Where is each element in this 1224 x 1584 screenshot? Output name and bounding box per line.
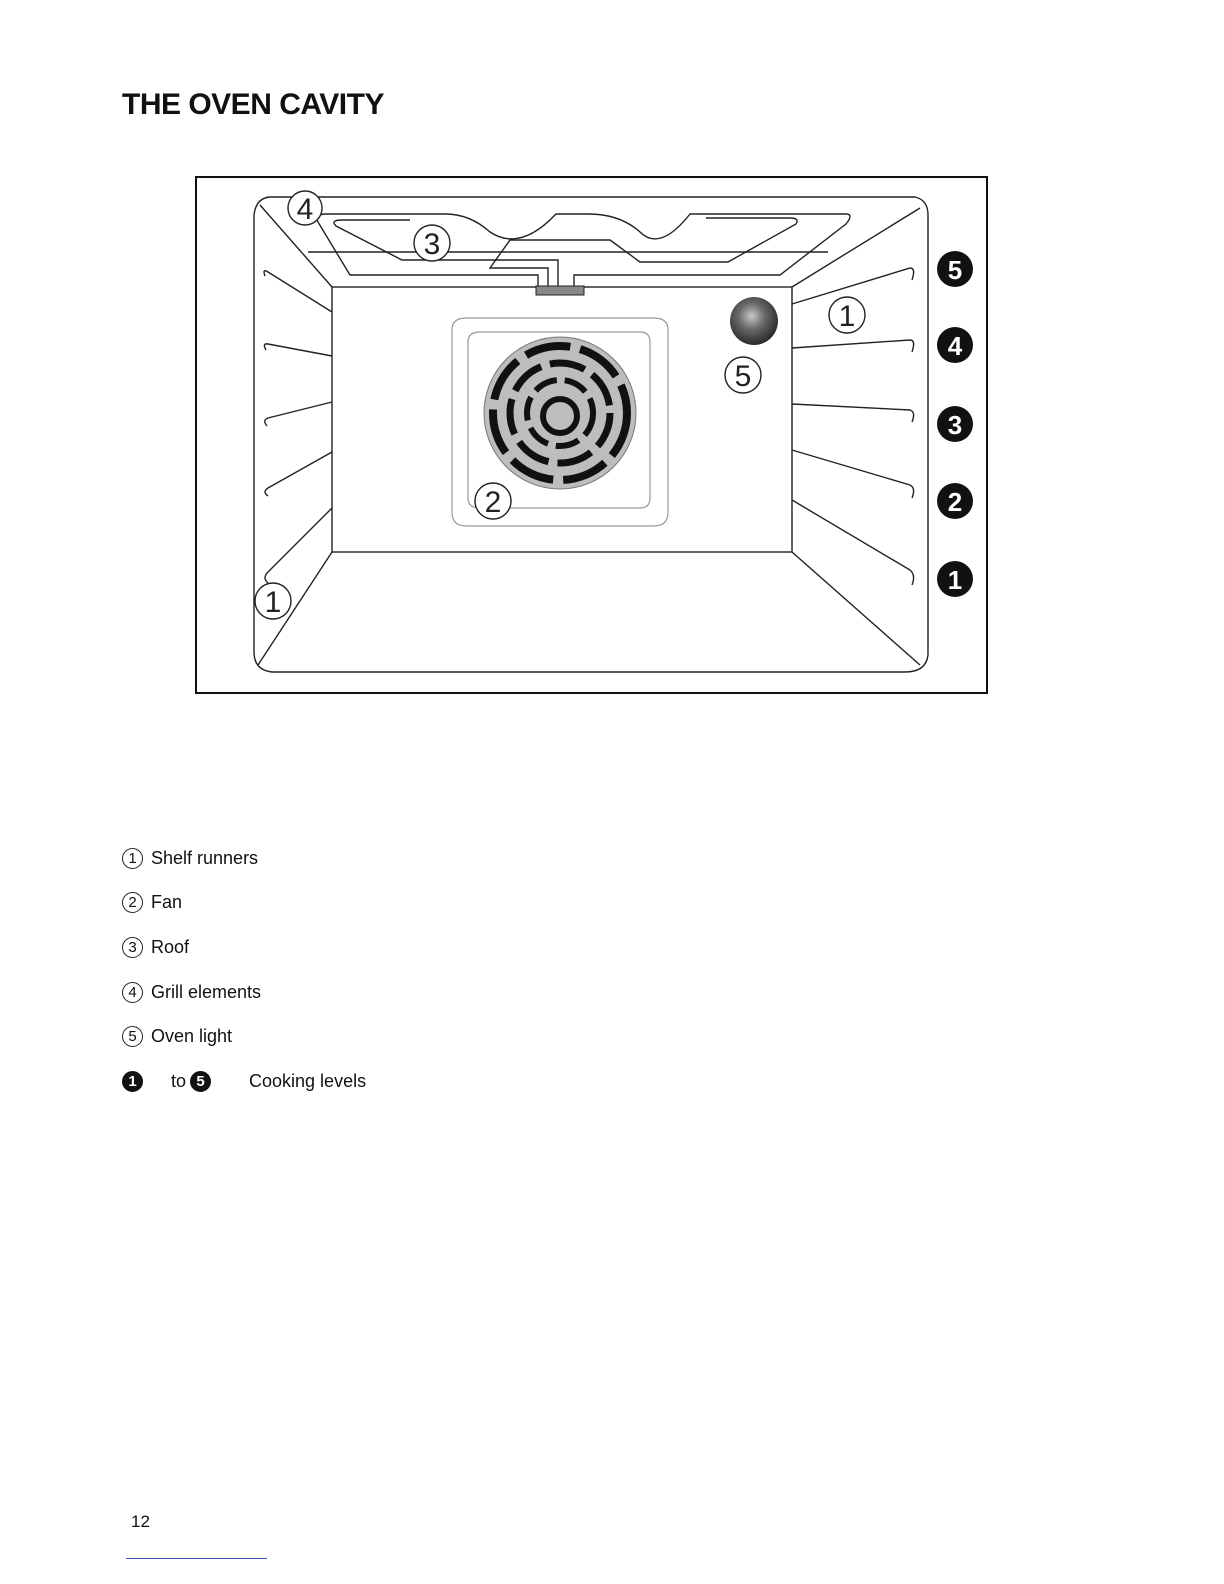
cooking-level-3: [937, 406, 973, 442]
cooking-level-4: [937, 327, 973, 363]
to-word: to: [171, 1070, 187, 1091]
svg-text:3: 3: [947, 410, 963, 440]
legend-number: 2: [122, 892, 143, 913]
svg-text:1: 1: [838, 300, 856, 333]
level-from-number: 1: [122, 1071, 143, 1092]
svg-text:2: 2: [484, 486, 502, 519]
legend: [122, 836, 366, 1104]
legend-number: 3: [122, 937, 143, 958]
page-title: THE OVEN CAVITY: [122, 88, 384, 121]
svg-text:5: 5: [947, 255, 963, 285]
svg-text:2: 2: [947, 487, 963, 517]
legend-number: 1: [122, 848, 143, 869]
page-number: 12: [131, 1512, 150, 1531]
cooking-level-5: [937, 251, 973, 287]
callout-shelf-runners-right: [829, 297, 865, 333]
legend-item: [122, 881, 366, 926]
callout-oven-light: [725, 357, 761, 393]
footer-rule: [126, 1558, 267, 1559]
grill-element: [308, 214, 850, 295]
legend-cooking-levels: [122, 1059, 366, 1104]
oven-cavity-diagram: [0, 0, 1224, 760]
legend-label: Fan: [151, 892, 183, 913]
legend-label: Oven light: [151, 1026, 233, 1047]
legend-label: Grill elements: [151, 981, 262, 1002]
legend-item: [122, 1014, 366, 1059]
oven-light: [730, 297, 778, 345]
level-to-number: 5: [190, 1071, 211, 1092]
svg-text:1: 1: [947, 565, 963, 595]
legend-number: 5: [122, 1026, 143, 1047]
callout-roof: [414, 225, 450, 261]
svg-text:5: 5: [734, 360, 752, 393]
cooking-levels-label: Cooking levels: [249, 1070, 367, 1091]
callout-fan: [475, 483, 511, 519]
callout-shelf-runners-left: [255, 583, 291, 619]
legend-item: [122, 970, 366, 1015]
svg-text:1: 1: [264, 586, 282, 619]
legend-number: 4: [122, 982, 143, 1003]
fan: [484, 337, 636, 489]
legend-item: [122, 925, 366, 970]
svg-text:3: 3: [423, 228, 441, 261]
cooking-level-1: [937, 561, 973, 597]
svg-text:4: 4: [947, 331, 963, 361]
legend-item: [122, 836, 366, 881]
callout-grill: [288, 191, 322, 226]
cooking-level-2: [937, 483, 973, 519]
shelf-runners-left: [264, 271, 332, 583]
svg-text:4: 4: [296, 193, 314, 226]
legend-label: Roof: [151, 936, 190, 957]
legend-label: Shelf runners: [151, 847, 259, 868]
